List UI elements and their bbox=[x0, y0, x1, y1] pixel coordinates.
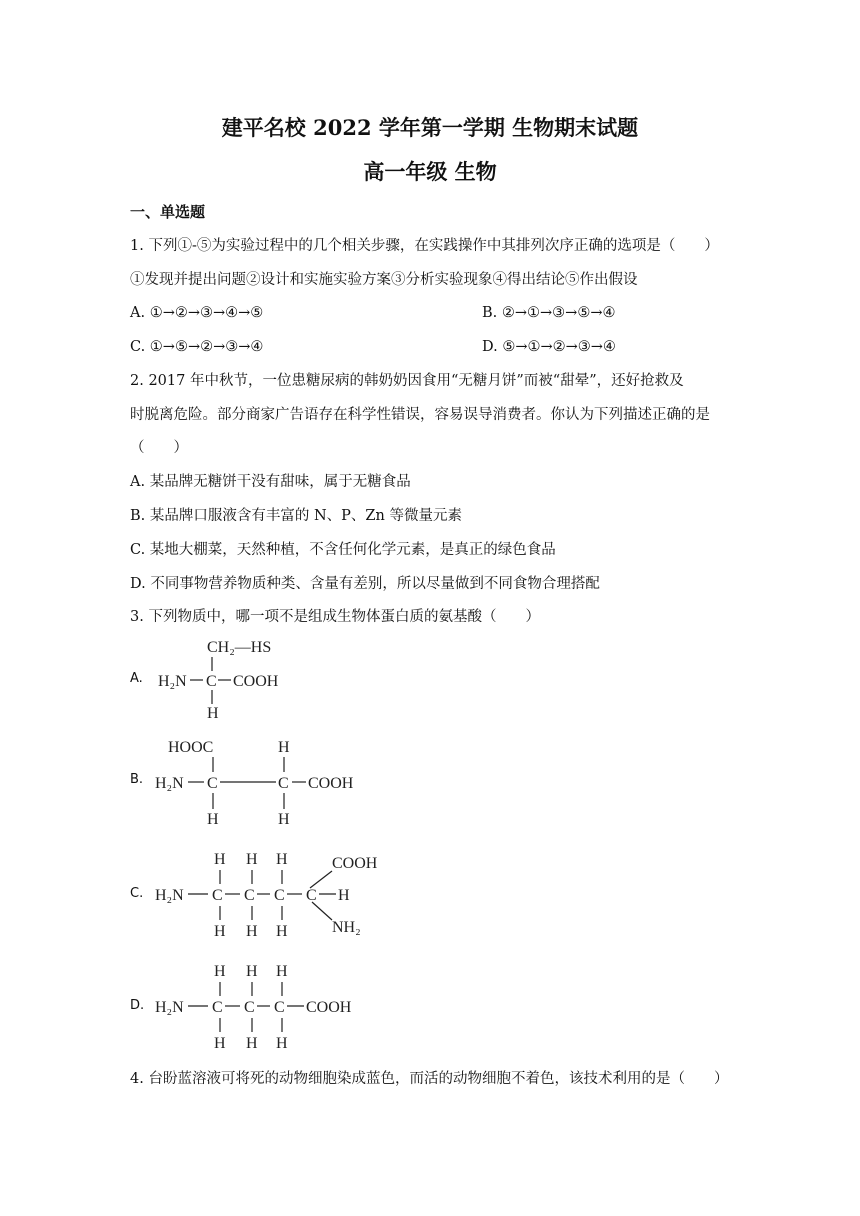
q1-option-b: B. ②→①→③→⑤→④ bbox=[482, 305, 616, 321]
svg-text:H: H bbox=[246, 963, 258, 980]
formula-b-c2: C bbox=[278, 775, 289, 792]
q2-stem-line2: 时脱离危险。部分商家广告语存在科学性错误，容易误导消费者。你认为下列描述正确的是 bbox=[130, 407, 710, 423]
formula-d bbox=[150, 958, 380, 1058]
formula-b bbox=[150, 734, 380, 829]
exam-title: 建平名校 2022 学年第一学期 生物期末试题 bbox=[221, 115, 639, 140]
formula-b-top2: H bbox=[278, 739, 290, 756]
q1-option-a: A. ①→②→③→④→⑤ bbox=[130, 305, 264, 321]
formula-c-cooh: COOH bbox=[332, 855, 378, 872]
formula-a-left: H₂N bbox=[158, 673, 187, 690]
q1-option-d: D. ⑤→①→②→③→④ bbox=[482, 339, 616, 355]
q3-label-a: A. bbox=[130, 671, 143, 686]
formula-b-c1: C bbox=[207, 775, 218, 792]
q1-option-c: C. ①→⑤→②→③→④ bbox=[130, 339, 264, 355]
svg-text:H: H bbox=[276, 963, 288, 980]
svg-text:H: H bbox=[276, 851, 288, 868]
formula-a bbox=[150, 634, 300, 724]
section-heading: 一、单选题 bbox=[130, 203, 206, 221]
svg-text:H: H bbox=[246, 851, 258, 868]
q2-option-b: B. 某品牌口服液含有丰富的 N、P、Zn 等微量元素 bbox=[130, 508, 462, 524]
formula-b-bot2: H bbox=[278, 811, 290, 828]
svg-text:C: C bbox=[274, 999, 285, 1016]
formula-a-mid: C bbox=[206, 673, 217, 690]
q3-label-c: C. bbox=[130, 886, 144, 901]
formula-a-bottom: H bbox=[207, 705, 219, 722]
formula-d-right: COOH bbox=[306, 999, 352, 1016]
formula-d-left: H₂N bbox=[155, 999, 184, 1016]
q3-label-d: D. bbox=[130, 998, 145, 1013]
q1-steps: ①发现并提出问题②设计和实施实验方案③分析实验现象④得出结论⑤作出假设 bbox=[130, 272, 638, 288]
q2-option-d: D. 不同事物营养物质种类、含量有差别，所以尽量做到不同食物合理搭配 bbox=[130, 576, 600, 592]
svg-text:H: H bbox=[214, 851, 226, 868]
formula-c bbox=[150, 846, 400, 946]
q2-stem-line3: （ ） bbox=[130, 440, 188, 456]
svg-text:C: C bbox=[306, 887, 317, 904]
svg-text:H: H bbox=[276, 1035, 288, 1052]
svg-text:H: H bbox=[276, 923, 288, 940]
formula-a-top: CH₂—HS bbox=[207, 639, 272, 656]
svg-text:C: C bbox=[244, 887, 255, 904]
q2-stem-line1: 2. 2017 年中秋节，一位患糖尿病的韩奶奶因食用“无糖月饼”而被“甜晕”，还好抢救及 bbox=[130, 373, 684, 389]
formula-b-left: H₂N bbox=[155, 775, 184, 792]
svg-text:C: C bbox=[244, 999, 255, 1016]
q2-option-c: C. 某地大棚菜，天然种植，不含任何化学元素，是真正的绿色食品 bbox=[130, 542, 556, 558]
q4-stem: 4. 台盼蓝溶液可将死的动物细胞染成蓝色，而活的动物细胞不着色，该技术利用的是（ ） bbox=[130, 1071, 729, 1087]
q2-option-a: A. 某品牌无糖饼干没有甜味，属于无糖食品 bbox=[130, 474, 411, 490]
exam-subtitle: 高一年级 生物 bbox=[363, 159, 497, 184]
formula-b-bot1: H bbox=[207, 811, 219, 828]
svg-text:H: H bbox=[214, 1035, 226, 1052]
svg-text:H: H bbox=[214, 923, 226, 940]
q1-stem: 1. 下列①-⑤为实验过程中的几个相关步骤，在实践操作中其排列次序正确的选项是（ ） bbox=[130, 238, 719, 254]
svg-text:H: H bbox=[246, 923, 258, 940]
q3-stem: 3. 下列物质中，哪一项不是组成生物体蛋白质的氨基酸（ ） bbox=[130, 609, 540, 625]
formula-c-left: H₂N bbox=[155, 887, 184, 904]
svg-text:H: H bbox=[338, 887, 350, 904]
svg-text:H: H bbox=[214, 963, 226, 980]
formula-b-right: COOH bbox=[308, 775, 354, 792]
svg-text:H: H bbox=[246, 1035, 258, 1052]
q3-label-b: B. bbox=[130, 772, 144, 787]
formula-a-right: COOH bbox=[233, 673, 279, 690]
formula-c-nh2: NH₂ bbox=[332, 919, 361, 936]
svg-text:C: C bbox=[212, 887, 223, 904]
svg-text:C: C bbox=[274, 887, 285, 904]
svg-text:C: C bbox=[212, 999, 223, 1016]
formula-b-top1: HOOC bbox=[168, 739, 214, 756]
